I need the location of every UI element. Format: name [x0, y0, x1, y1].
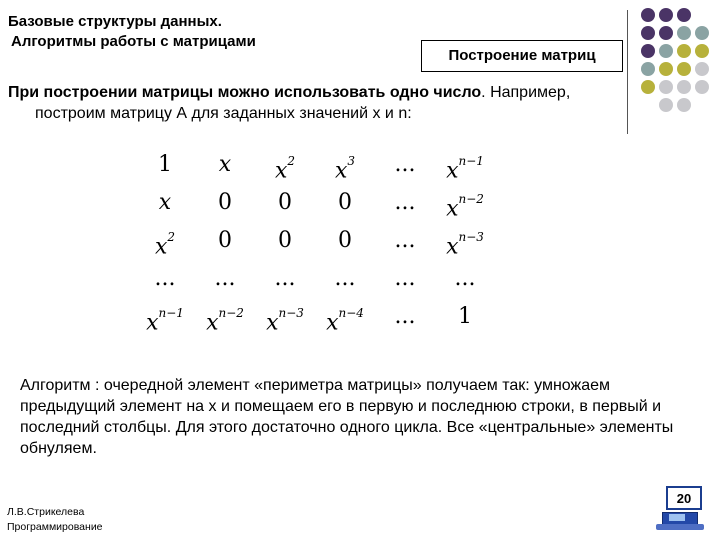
decor-dot — [641, 26, 655, 40]
topic-label: Построение матриц — [421, 40, 623, 72]
matrix-cell: x — [158, 190, 172, 215]
title-line-2: Алгоритмы работы с матрицами — [11, 33, 256, 50]
matrix-cell: 0 — [278, 190, 292, 215]
decor-dot — [641, 62, 655, 76]
intro-line-1 — [8, 82, 668, 103]
slide-number-badge — [654, 486, 704, 532]
decor-dot — [677, 62, 691, 76]
matrix-cell: 1 — [158, 152, 172, 177]
decor-dot — [695, 80, 709, 94]
author-block — [7, 505, 103, 535]
matrix-cell: 0 — [338, 190, 352, 215]
matrix-cell: $x^{n-3}$ — [266, 306, 304, 336]
matrix-cell: ... — [274, 266, 296, 291]
matrix-cell: $x^{n-1}$ — [146, 306, 184, 336]
intro-bold: При построении матрицы можно использовать одно число — [8, 84, 482, 101]
decor-dot — [641, 44, 655, 58]
algorithm-text: Алгоритм : очередной элемент «периметра матрицы» получаем так: умножаем предыдущий элемент на x и помещаем его в первую и последнюю строки, в первый и последний столбцы. Для этого достаточно одного цикла. Все «центральные» элементы обнуляем. — [20, 377, 674, 457]
matrix-cell: ... — [394, 228, 416, 253]
matrix-cell: x — [218, 152, 232, 177]
intro-text — [8, 82, 668, 124]
matrix-cell: $x^{n-2}$ — [446, 192, 484, 222]
matrix-cell: ... — [394, 304, 416, 329]
monitor-screen — [669, 514, 685, 521]
matrix — [135, 145, 495, 335]
decor-dot — [659, 44, 673, 58]
decor-dot — [695, 44, 709, 58]
decor-dot — [677, 44, 691, 58]
decor-dot — [659, 62, 673, 76]
matrix-cell: ... — [394, 266, 416, 291]
matrix-cell: $x^{n-1}$ — [446, 154, 484, 184]
matrix-cell: 0 — [218, 228, 232, 253]
intro-rest: . Например, — [481, 84, 571, 101]
intro-line-2: построим матрицу А для заданных значений x и n: — [35, 105, 412, 122]
slide-title — [8, 12, 256, 52]
matrix-cell: $x^3$ — [334, 154, 356, 184]
matrix-cell: $x^2$ — [274, 154, 296, 184]
author-name: Л.В.Стрикелева — [7, 506, 85, 518]
matrix-cell: $x^{n-2}$ — [206, 306, 244, 336]
decor-dot — [677, 8, 691, 22]
slide-number: 20 — [666, 486, 702, 510]
matrix-cell: $x^{n-3}$ — [446, 230, 484, 260]
matrix-cell: ... — [394, 152, 416, 177]
decor-dot — [677, 80, 691, 94]
matrix-cell: $x^2$ — [154, 230, 176, 260]
matrix-cell: ... — [154, 266, 176, 291]
matrix-cell: 0 — [278, 228, 292, 253]
course-name: Программирование — [7, 521, 103, 533]
matrix-cell: ... — [334, 266, 356, 291]
matrix-cell: 1 — [458, 304, 472, 329]
monitor-stand — [656, 524, 704, 530]
title-line-1: Базовые структуры данных. — [8, 13, 222, 30]
decor-dot — [677, 98, 691, 112]
decor-dot — [695, 62, 709, 76]
matrix-cell: ... — [454, 266, 476, 291]
decor-dot — [677, 26, 691, 40]
decor-dot — [695, 26, 709, 40]
matrix-cell: 0 — [338, 228, 352, 253]
decor-dot — [659, 8, 673, 22]
matrix-cell: ... — [394, 190, 416, 215]
matrix-cell: 0 — [218, 190, 232, 215]
matrix-cell: ... — [214, 266, 236, 291]
matrix-cell: $x^{n-4}$ — [326, 306, 364, 336]
decor-dot — [659, 26, 673, 40]
decor-dot — [641, 8, 655, 22]
